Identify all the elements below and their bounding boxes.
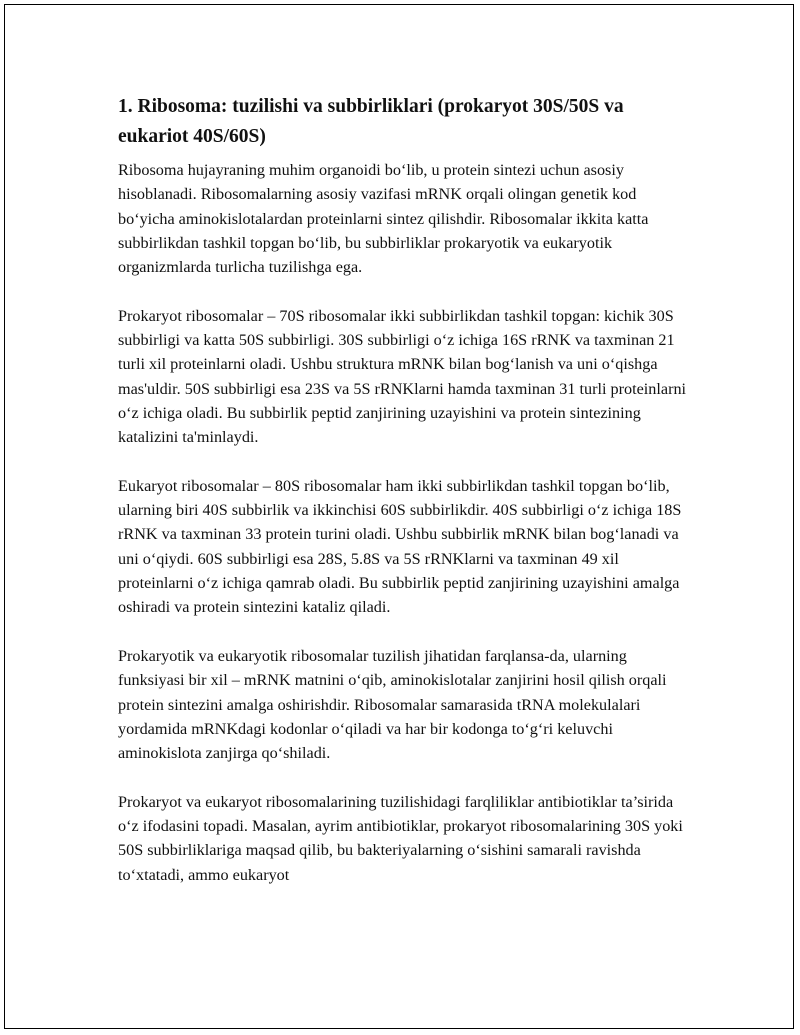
section-heading: 1. Ribosoma: tuzilishi va subbirliklari (prokaryot 30S/50S va eukariot 40S/60S) <box>118 96 624 147</box>
document-body <box>118 92 688 911</box>
paragraph-function: Prokaryotik va eukaryotik ribosomalar tuzilish jihatidan farqlansa-da, ularning funksiyasi bir xil – mRNK matnini o‘qib, aminokislotalar zanjirini hosil qilish orqali protein sintezini amalga oshirishdir. Ribosomalar samarasida tRNA molekulalari yordamida mRNKdagi kodonlar o‘qiladi va har bir kodonga to‘g‘ri keluvchi aminokislota zanjirga qo‘shiladi. <box>118 646 667 763</box>
paragraph-prokaryote: Prokaryot ribosomalar – 70S ribosomalar ikki subbirlikdan tashkil topgan: kichik 30S subbirligi va katta 50S subbirligi. 30S subbirligi o‘z ichiga 16S rRNK va taxminan 21 turli xil proteinlarni oladi. Ushbu struktura mRNK bilan bog‘lanish va uni o‘qishga mas'uldir. 50S subbirligi esa 23S va 5S rRNKlarni hamda taxminan 31 turli proteinlarni o‘z ichiga oladi. Bu subbirlik peptid zanjirining uzayishini va protein sintezining katalizini ta'minlaydi. <box>118 306 687 447</box>
paragraph-eukaryote: Eukaryot ribosomalar – 80S ribosomalar ham ikki subbirlikdan tashkil topgan bo‘lib, ularning biri 40S subbirlik va ikkinchisi 60S subbirlikdir. 40S subbirligi o‘z ichiga 18S rRNK va taxminan 33 protein turini oladi. Ushbu subbirlik mRNK bilan bog‘lanadi va uni o‘qiydi. 60S subbirligi esa 28S, 5.8S va 5S rRNKlarni va taxminan 49 xil proteinlarni o‘z ichiga qamrab oladi. Bu subbirlik peptid zanjirining uzayishini amalga oshiradi va protein sintezini kataliz qiladi. <box>118 476 682 617</box>
paragraph-intro: Ribosoma hujayraning muhim organoidi bo‘lib, u protein sintezi uchun asosiy hisoblanadi. Ribosomalarning asosiy vazifasi mRNK orqali olingan genetik kod bo‘yicha aminokislotalardan proteinlarni sintez qilishdir. Ribosomalar ikkita katta subbirlikdan tashkil topgan bo‘lib, bu subbirliklar prokaryotik va eukaryotik organizmlarda turlicha tuzilishga ega. <box>118 161 649 277</box>
paragraph-antibiotics: Prokaryot va eukaryot ribosomalarining tuzilishidagi farqliliklar antibiotiklar ta’sirida o‘z ifodasini topadi. Masalan, ayrim antibiotiklar, prokaryot ribosomalarining 30S yoki 50S subbirliklariga maqsad qilib, bu bakteriyalarning o‘sishini samarali ravishda to‘xtatadi, ammo eukaryot <box>118 792 683 884</box>
